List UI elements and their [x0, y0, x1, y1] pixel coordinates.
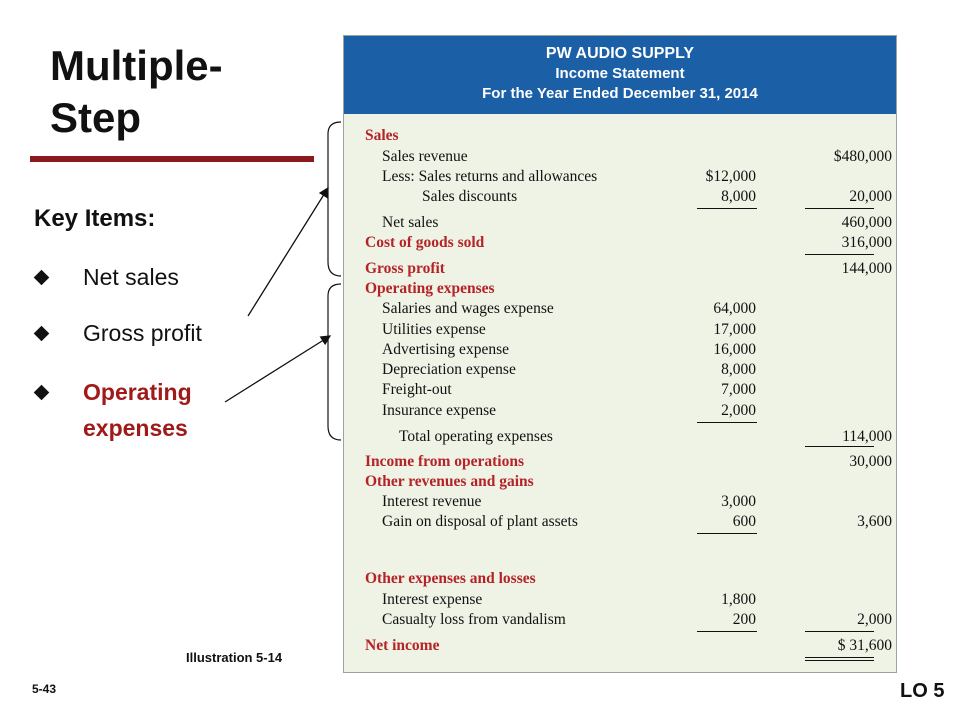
row-sales-revenue [344, 147, 896, 167]
row-insurance [344, 401, 896, 421]
row-other-revenues-section [344, 472, 896, 492]
income-statement [343, 35, 897, 673]
row-total-amount: 3,600 [857, 513, 892, 530]
row-label: Gross profit [365, 260, 445, 277]
underline [697, 422, 757, 423]
underline [697, 208, 757, 209]
statement-header [344, 36, 896, 114]
row-casualty-loss [344, 610, 896, 630]
underline [805, 446, 874, 447]
double-underline [805, 657, 874, 658]
operating-expenses-arrow [225, 336, 330, 402]
net-sales-arrow [248, 188, 328, 316]
learning-objective: LO 5 [900, 680, 945, 702]
row-net-sales [344, 213, 896, 233]
row-detail-amount: 8,000 [721, 188, 756, 205]
row-detail-amount: 7,000 [721, 381, 756, 398]
slide-title-line-2: Step [50, 94, 142, 141]
slide-title-line-1: Multiple- [50, 42, 223, 89]
row-total-amount: 460,000 [841, 214, 892, 231]
row-total-amount: $480,000 [833, 148, 892, 165]
statement-name: Income Statement [555, 65, 685, 82]
row-salaries-wages [344, 299, 896, 319]
row-label: Sales discounts [422, 188, 518, 205]
row-sales-discounts [344, 187, 896, 207]
row-label: Salaries and wages expense [382, 300, 554, 317]
row-label: Sales revenue [382, 148, 468, 165]
row-net-income [344, 636, 896, 656]
row-label: Casualty loss from vandalism [382, 611, 566, 628]
row-sales-section [344, 126, 896, 146]
row-label: Insurance expense [382, 402, 497, 419]
key-item-label: Gross profit [83, 320, 202, 346]
row-label: Less: Sales returns and allowances [382, 168, 598, 185]
underline [697, 631, 757, 632]
row-depreciation [344, 360, 896, 380]
page-number: 5-43 [32, 682, 57, 696]
double-underline [805, 660, 874, 661]
key-item-label: Operating expenses [83, 379, 192, 441]
row-label: Interest revenue [382, 493, 482, 510]
row-label: Sales [365, 127, 399, 144]
row-detail-amount: $12,000 [705, 168, 756, 185]
row-income-from-operations [344, 452, 896, 472]
row-operating-expenses-section [344, 279, 896, 299]
row-gain-on-disposal [344, 512, 896, 532]
row-total-amount: 30,000 [849, 453, 892, 470]
statement-period: For the Year Ended December 31, 2014 [482, 85, 758, 102]
statement-company: PW AUDIO SUPPLY [545, 45, 695, 62]
row-label: Gain on disposal of plant assets [382, 513, 578, 530]
row-gross-profit [344, 259, 896, 279]
row-label: Other revenues and gains [365, 473, 534, 490]
row-utilities [344, 320, 896, 340]
row-other-expenses-section [344, 569, 896, 589]
key-items-heading: Key Items: [34, 205, 156, 232]
row-total-amount: 114,000 [842, 428, 892, 445]
row-detail-amount: 64,000 [713, 300, 756, 317]
row-interest-expense [344, 590, 896, 610]
row-label: Advertising expense [382, 341, 509, 358]
row-sales-returns [344, 167, 896, 187]
row-detail-amount: 600 [732, 513, 756, 530]
row-label: Depreciation expense [382, 361, 516, 378]
row-label: Operating expenses [365, 280, 495, 297]
row-label: Interest expense [382, 591, 483, 608]
row-total-amount: $ 31,600 [837, 637, 892, 654]
underline [805, 254, 874, 255]
row-label: Net income [365, 637, 440, 654]
underline [697, 533, 757, 534]
row-advertising [344, 340, 896, 360]
row-detail-amount: 1,800 [721, 591, 756, 608]
row-interest-revenue [344, 492, 896, 512]
key-item-label: Net sales [83, 264, 179, 290]
row-total-amount: 2,000 [857, 611, 892, 628]
row-detail-amount: 17,000 [713, 321, 756, 338]
row-total-operating-expenses [344, 427, 896, 447]
row-label: Net sales [382, 214, 439, 231]
row-label: Income from operations [365, 453, 524, 470]
row-total-amount: 316,000 [841, 234, 892, 251]
underline [805, 631, 874, 632]
row-total-amount: 20,000 [849, 188, 892, 205]
illustration-caption: Illustration 5-14 [186, 650, 283, 665]
row-detail-amount: 200 [732, 611, 756, 628]
row-detail-amount: 3,000 [721, 493, 756, 510]
underline [805, 208, 874, 209]
row-label: Total operating expenses [399, 428, 553, 445]
top-bracket [328, 122, 341, 276]
row-detail-amount: 16,000 [713, 341, 756, 358]
row-detail-amount: 8,000 [721, 361, 756, 378]
row-total-amount: 144,000 [841, 260, 892, 277]
row-label: Other expenses and losses [365, 570, 536, 587]
bottom-bracket [328, 284, 341, 440]
row-label: Cost of goods sold [365, 234, 485, 251]
row-label: Freight-out [382, 381, 452, 398]
row-detail-amount: 2,000 [721, 402, 756, 419]
row-cost-of-goods-sold [344, 233, 896, 253]
row-label: Utilities expense [382, 321, 486, 338]
row-freight-out [344, 380, 896, 400]
